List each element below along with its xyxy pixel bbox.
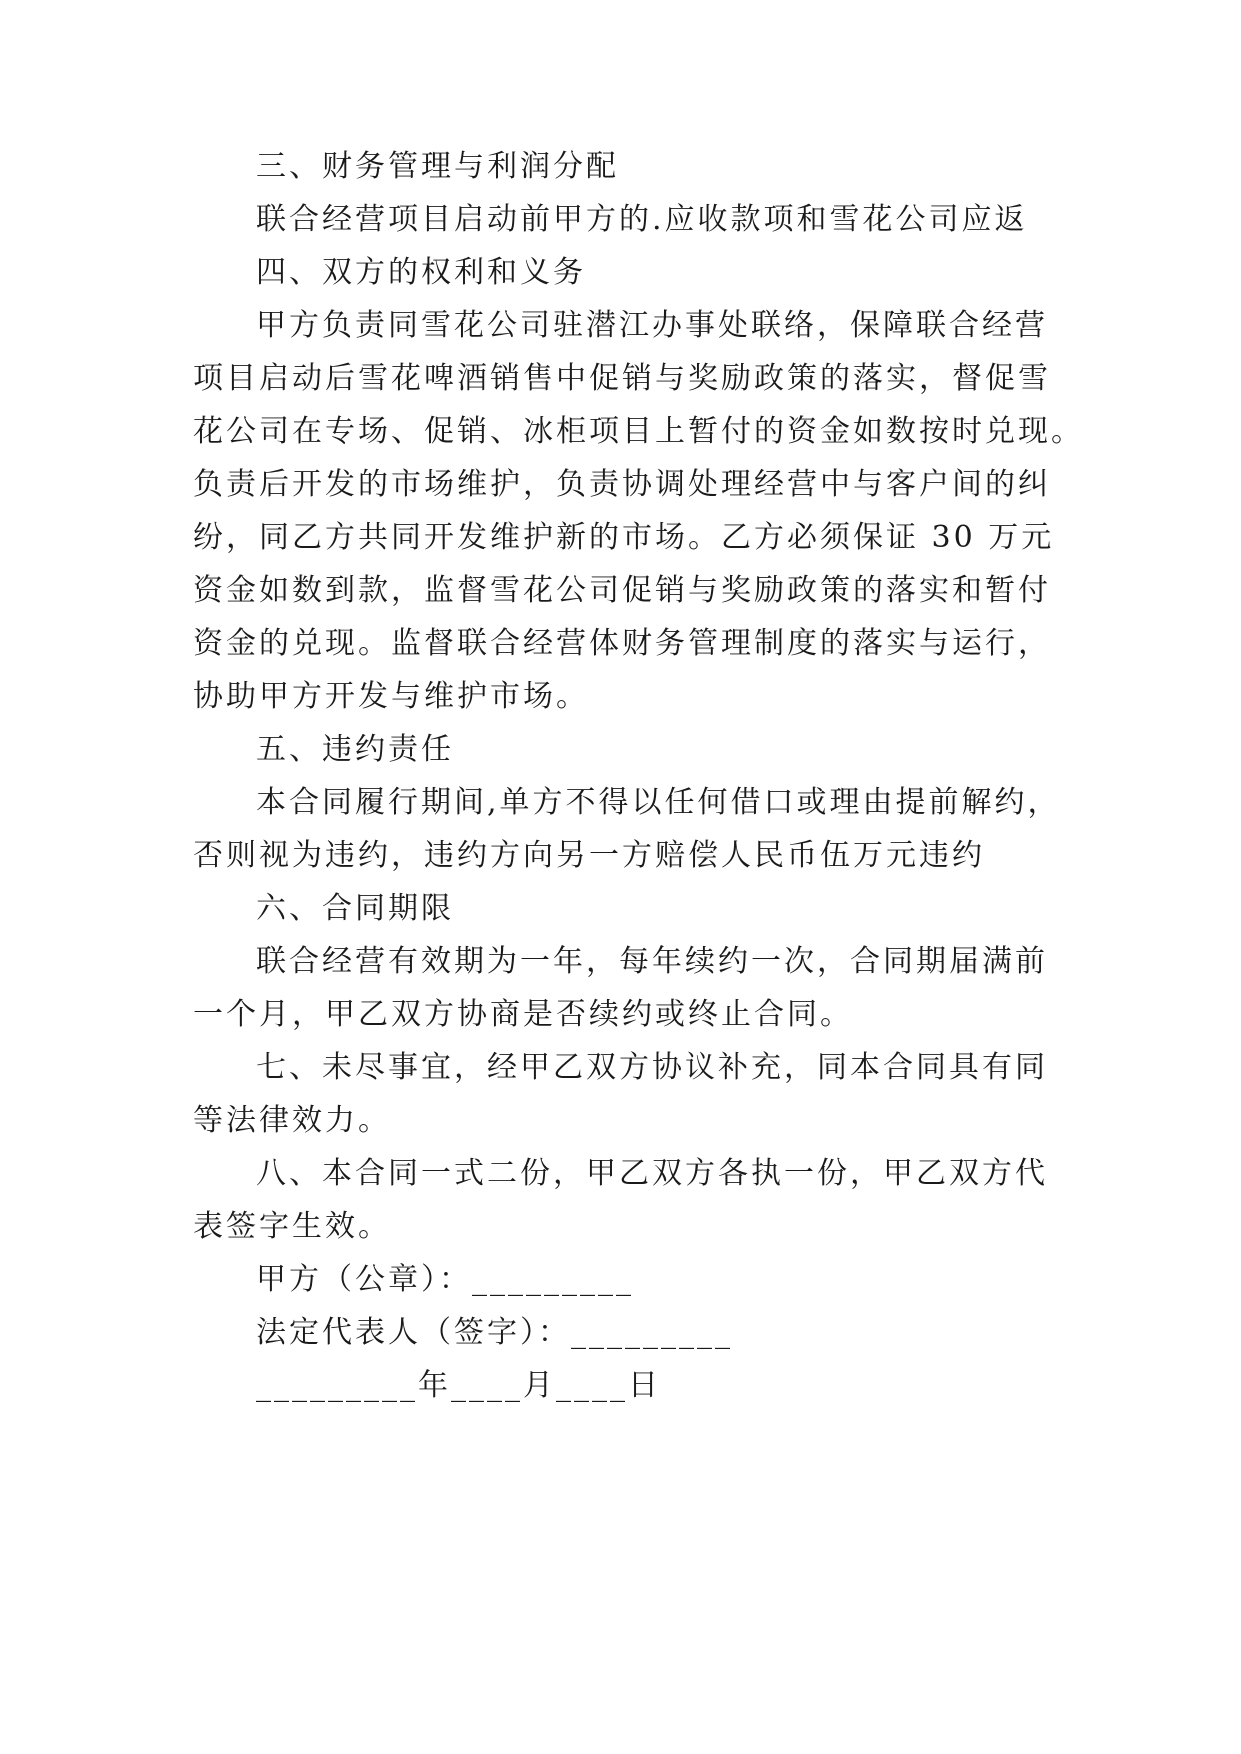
date-line: _________年____月____日 — [256, 1368, 661, 1403]
paragraph-line: 负责后开发的市场维护，负责协调处理经营中与客户间的纠 — [193, 467, 1051, 502]
party-a-seal-line: 甲方（公章）：_________ — [256, 1262, 634, 1297]
legal-rep-signature-line: 法定代表人（签字）：_________ — [256, 1315, 733, 1350]
paragraph-line: 七、未尽事宜，经甲乙双方协议补充，同本合同具有同 — [256, 1050, 1048, 1085]
paragraph-line: 等法律效力。 — [193, 1103, 391, 1138]
paragraph-line: 花公司在专场、促销、冰柜项目上暂付的资金如数按时兑现。 — [193, 414, 1084, 449]
paragraph-line: 协助甲方开发与维护市场。 — [193, 679, 589, 714]
paragraph-line: 本合同履行期间,单方不得以任何借口或理由提前解约， — [256, 785, 1061, 820]
paragraph-line: 八、本合同一式二份，甲乙双方各执一份，甲乙双方代 — [256, 1156, 1048, 1191]
paragraph-line: 否则视为违约，违约方向另一方赔偿人民币伍万元违约 — [193, 838, 985, 873]
paragraph-line: 资金的兑现。监督联合经营体财务管理制度的落实与运行， — [193, 626, 1051, 661]
paragraph-line: 资金如数到款，监督雪花公司促销与奖励政策的落实和暂付 — [193, 573, 1051, 608]
paragraph-line: 联合经营有效期为一年，每年续约一次，合同期届满前 — [256, 944, 1048, 979]
paragraph-line: 纷，同乙方共同开发维护新的市场。乙方必须保证 30 万元 — [193, 520, 1055, 555]
paragraph-line: 甲方负责同雪花公司驻潜江办事处联络，保障联合经营 — [256, 308, 1048, 343]
paragraph-line: 表签字生效。 — [193, 1209, 391, 1244]
heading-breach: 五、违约责任 — [256, 732, 454, 767]
heading-finance: 三、财务管理与利润分配 — [256, 149, 619, 184]
paragraph-line: 项目启动后雪花啤酒销售中促销与奖励政策的落实，督促雪 — [193, 361, 1051, 396]
heading-term: 六、合同期限 — [256, 891, 454, 926]
paragraph-line: 一个月，甲乙双方协商是否续约或终止合同。 — [193, 997, 853, 1032]
heading-rights: 四、双方的权利和义务 — [256, 255, 586, 290]
paragraph-line: 联合经营项目启动前甲方的.应收款项和雪花公司应返 — [256, 202, 1028, 237]
